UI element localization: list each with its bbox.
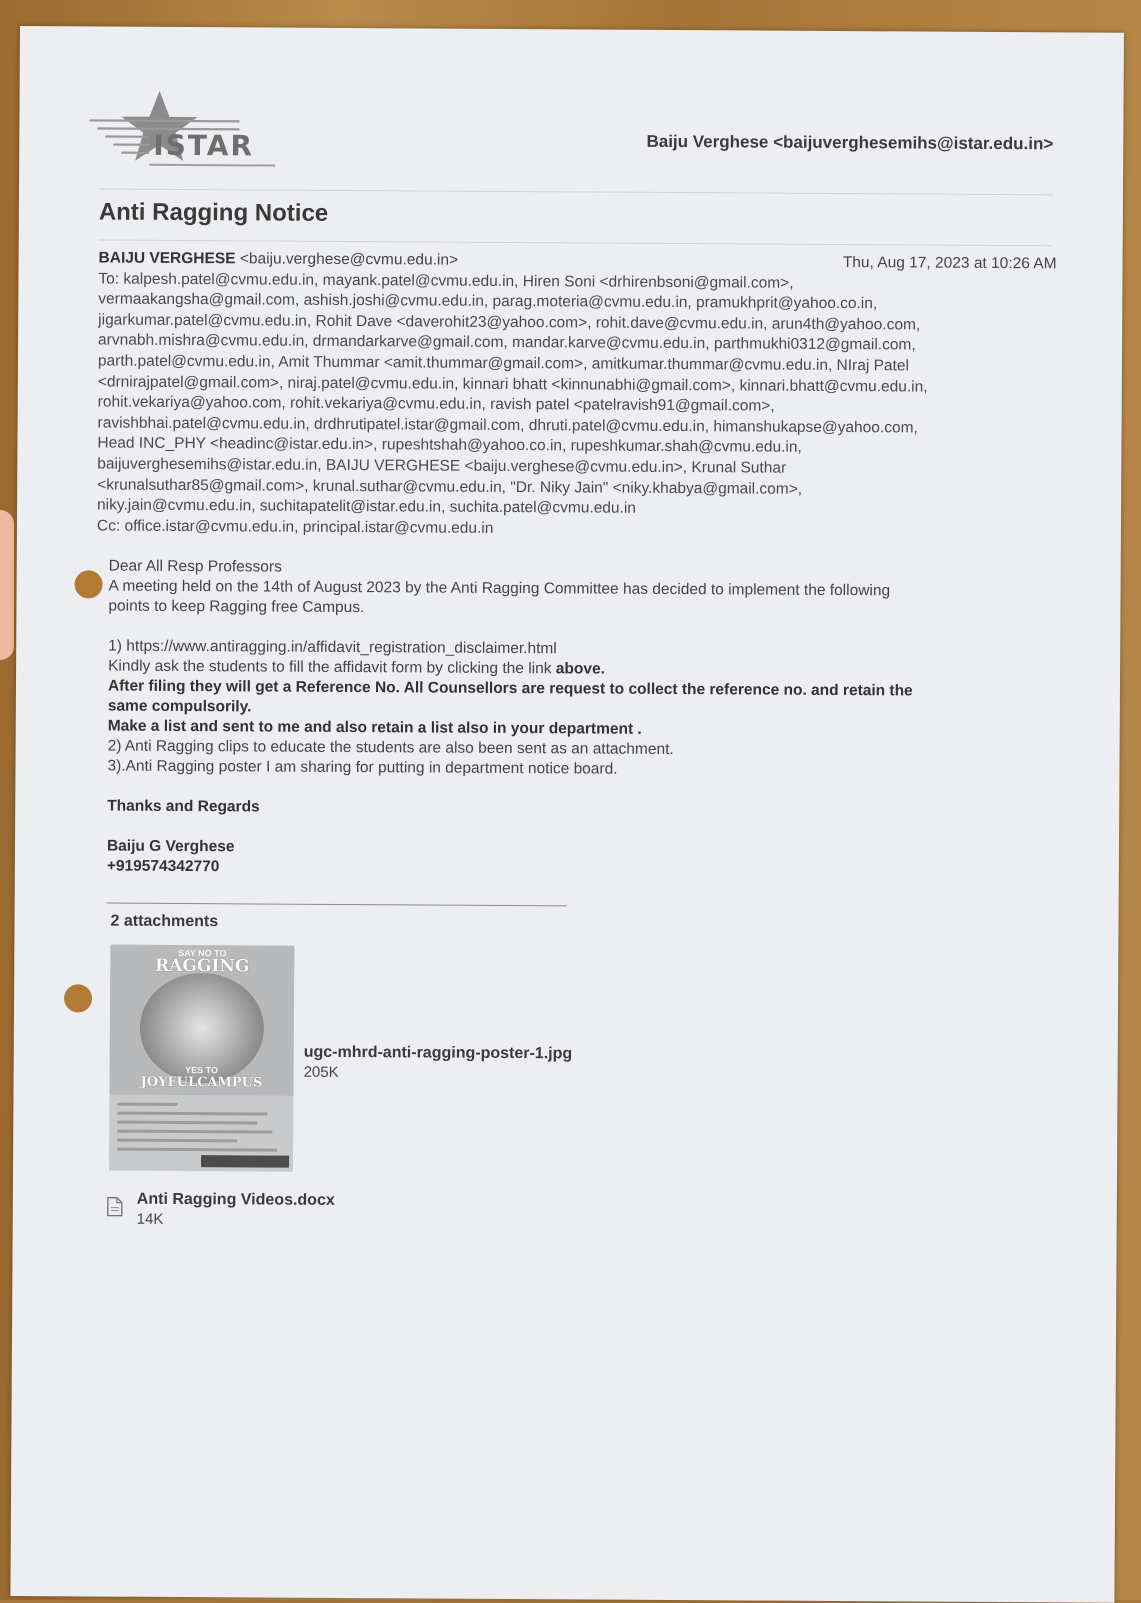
point-item: 3).Anti Ragging poster I am sharing for putting in department notice board. xyxy=(107,757,1045,783)
punch-hole xyxy=(64,984,92,1012)
divider xyxy=(99,239,1053,246)
closing: Thanks and Regards xyxy=(107,797,1045,823)
to-line: arvnabh.mishra@cvmu.edu.in, drmandarkarve@gmail.com, mandar.karve@cvmu.edu.in, parthmukhi0312@gmail.com, xyxy=(98,331,1056,357)
poster-subtitle: JOYFULCAMPUS xyxy=(110,1075,294,1091)
sender xyxy=(99,248,459,271)
instruction-bold: same compulsorily. xyxy=(108,697,1046,723)
sender-name: BAIJU VERGHESE xyxy=(99,249,236,267)
divider xyxy=(99,188,1053,195)
sender-email: <baiju.verghese@cvmu.edu.in> xyxy=(240,250,458,268)
to-line: <drnirajpatel@gmail.com>, niraj.patel@cvmu.edu.in, kinnari bhatt <kinnunabhi@gmail.com>, kinnari.bhatt@cvmu.edu.in, xyxy=(98,372,1056,398)
to-line: <krunalsuthar85@gmail.com>, krunal.suthar@cvmu.edu.in, "Dr. Niky Jain" <niky.khabya@gmail.com>, xyxy=(97,475,1055,501)
instruction-text: Kindly ask the students to fill the affidavit form by clicking the link xyxy=(108,658,556,678)
to-line: ravishbhai.patel@cvmu.edu.in, drdhrutipatel.istar@gmail.com, dhruti.patel@cvmu.edu.in, himanshukapse@yahoo.com, xyxy=(98,413,1056,439)
attachment-name[interactable]: ugc-mhrd-anti-ragging-poster-1.jpg xyxy=(304,1044,573,1064)
to-line: Head INC_PHY <headinc@istar.edu.in>, rupeshtshah@yahoo.co.in, rupeshkumar.shah@cvmu.edu.in, xyxy=(97,434,1055,460)
poster-thumbnail[interactable] xyxy=(109,945,294,1172)
intro-text: A meeting held on the 14th of August 2023 by the Anti Ragging Committee has decided to implement the following xyxy=(109,577,1047,603)
attachment-size: 14K xyxy=(137,1211,164,1228)
attachment-size: 205K xyxy=(304,1064,339,1081)
to-line: parth.patel@cvmu.edu.in, Amit Thummar <amit.thummar@gmail.com>, amitkumar.thummar@cvmu.edu.in, NIraj Patel xyxy=(98,351,1056,377)
cc-line: Cc: office.istar@cvmu.edu.in, principal.istar@cvmu.edu.in xyxy=(97,516,1055,542)
email-header xyxy=(97,248,1057,542)
instruction-bold: above. xyxy=(556,660,605,677)
poster-yes-to: YES TO xyxy=(110,1065,294,1076)
sticky-note xyxy=(0,510,14,660)
affidavit-link[interactable]: 1) https://www.antiragging.in/affidavit_registration_disclaimer.html xyxy=(108,637,1046,663)
instruction-bold: Make a list and sent to me and also retain a list also in your department . xyxy=(108,717,1046,743)
poster-footer xyxy=(201,1155,289,1168)
to-line: jigarkumar.patel@cvmu.edu.in, Rohit Dave <daverohit23@yahoo.com>, rohit.dave@cvmu.edu.in, arun4th@yahoo.com, xyxy=(98,310,1056,336)
printed-email-page xyxy=(10,26,1124,1603)
to-line: To: kalpesh.patel@cvmu.edu.in, mayank.patel@cvmu.edu.in, Hiren Soni <drhirenbsoni@gmail.com>, xyxy=(98,269,1056,295)
logo-wordmark: ISTAR xyxy=(153,129,254,163)
greeting: Dear All Resp Professors xyxy=(109,557,1047,583)
document-icon xyxy=(107,1197,123,1217)
punch-hole xyxy=(75,570,103,598)
to-line: vermaakangsha@gmail.com, ashish.joshi@cvmu.edu.in, parag.moteria@cvmu.edu.in, pramukhprit@yahoo.co.in, xyxy=(98,290,1056,316)
email-subject: Anti Ragging Notice xyxy=(99,198,328,227)
poster-title: RAGGING xyxy=(110,956,294,977)
account-owner: Baiju Verghese <baijuverghesemihs@istar.edu.in> xyxy=(646,132,1053,154)
email-body xyxy=(107,557,1047,883)
to-line: rohit.vekariya@yahoo.com, rohit.vekariya@cvmu.edu.in, ravish patel <patelravish91@gmail.com>, xyxy=(98,393,1056,419)
to-line: niky.jain@cvmu.edu.in, suchitapatelit@istar.edu.in, suchita.patel@cvmu.edu.in xyxy=(97,496,1055,522)
signature-divider xyxy=(107,903,567,907)
instruction-bold: After filing they will get a Reference No. All Counsellors are request to collect the reference no. and retain the xyxy=(108,677,1046,703)
intro-text: points to keep Ragging free Campus. xyxy=(108,597,1046,623)
to-line: baijuverghesemihs@istar.edu.in, BAIJU VERGHESE <baiju.verghese@cvmu.edu.in>, Krunal Suthar xyxy=(97,454,1055,480)
attachment-count: 2 attachments xyxy=(110,913,218,932)
poster-body-text xyxy=(117,1103,287,1158)
point-item: 2) Anti Ragging clips to educate the students are also been sent as an attachment. xyxy=(108,737,1046,763)
attachment-name[interactable]: Anti Ragging Videos.docx xyxy=(137,1191,335,1210)
signature-name: Baiju G Verghese xyxy=(107,837,1045,863)
email-date: Thu, Aug 17, 2023 at 10:26 AM xyxy=(843,253,1057,275)
signature-phone: +919574342770 xyxy=(107,857,1045,883)
poster-say-no: SAY NO TO xyxy=(110,948,294,959)
